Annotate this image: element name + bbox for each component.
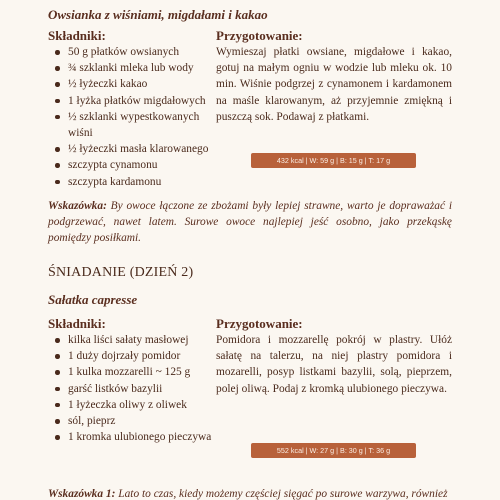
preparation-label: Przygotowanie: bbox=[216, 316, 303, 331]
list-item: 1 łyżka płatków migdałowych bbox=[54, 93, 214, 109]
tip-label: Wskazówka: bbox=[48, 200, 107, 212]
list-item: kilka liści sałaty masłowej bbox=[54, 332, 214, 348]
list-item: szczypta kardamonu bbox=[54, 174, 214, 190]
list-item: 1 kulka mozzarelli ~ 125 g bbox=[54, 364, 214, 380]
list-item: ½ łyżeczki kakao bbox=[54, 76, 214, 92]
preparation-text: Wymieszaj płatki owsiane, migdałowe i kakao, gotuj na małym ogniu w wodzie lub mleku ok. 10 min. Wiśnie podgrzej z cynamonem i kardamonem na maśle klarowanym, aż przyjemnie zmiękną i puszczą sok. Podawaj z płatkami. bbox=[216, 46, 452, 123]
nutrition-badge: 552 kcal | W: 27 g | B: 30 g | T: 36 g bbox=[251, 443, 416, 458]
list-item: ½ szklanki wypestkowanych wiśni bbox=[54, 109, 214, 141]
list-item: garść listków bazylii bbox=[54, 381, 214, 397]
nutrition-badge: 432 kcal | W: 59 g | B: 15 g | T: 17 g bbox=[251, 153, 416, 168]
list-item: 1 duży dojrzały pomidor bbox=[54, 348, 214, 364]
tip-text: By owoce łączone ze zbożami były lepiej strawne, warto je dopraważać i podgrzewać, nawet latem. Surowe owoce najlepiej jeść osobno, jako przekąskę pomiędzy posiłkami. bbox=[48, 200, 452, 245]
section-heading: ŚNIADANIE (DZIEŃ 2) bbox=[48, 265, 194, 280]
tip-label: Wskazówka 1: bbox=[48, 488, 116, 500]
ingredients-list bbox=[54, 332, 214, 445]
list-item: ¾ szklanki mleka lub wody bbox=[54, 60, 214, 76]
ingredients-list bbox=[54, 44, 214, 190]
list-item: 50 g płatków owsianych bbox=[54, 44, 214, 60]
recipe-title: Owsianka z wiśniami, migdałami i kakao bbox=[48, 7, 268, 22]
list-item: szczypta cynamonu bbox=[54, 157, 214, 173]
preparation-label: Przygotowanie: bbox=[216, 28, 303, 43]
list-item: 1 kromka ulubionego pieczywa bbox=[54, 429, 214, 445]
recipe-title: Sałatka capresse bbox=[48, 292, 138, 307]
ingredients-label: Składniki: bbox=[48, 316, 106, 331]
ingredients-label: Składniki: bbox=[48, 28, 106, 43]
list-item: ½ łyżeczki masła klarowanego bbox=[54, 141, 214, 157]
tip-text: Lato to czas, kiedy możemy częściej sięgać po surowe warzywa, również bbox=[118, 488, 448, 500]
preparation-text: Pomidora i mozzarellę pokrój w plastry. Ułóż sałatę na talerzu, na niej plastry pomidora i mozarelli, posyp listkami bazylii, solą, pieprzem, polej oliwą. Podaj z kromką ulubionego pieczywa. bbox=[216, 334, 452, 395]
list-item: sól, pieprz bbox=[54, 413, 214, 429]
tip-note bbox=[48, 486, 452, 500]
tip-note bbox=[48, 198, 452, 247]
list-item: 1 łyżeczka oliwy z oliwek bbox=[54, 397, 214, 413]
